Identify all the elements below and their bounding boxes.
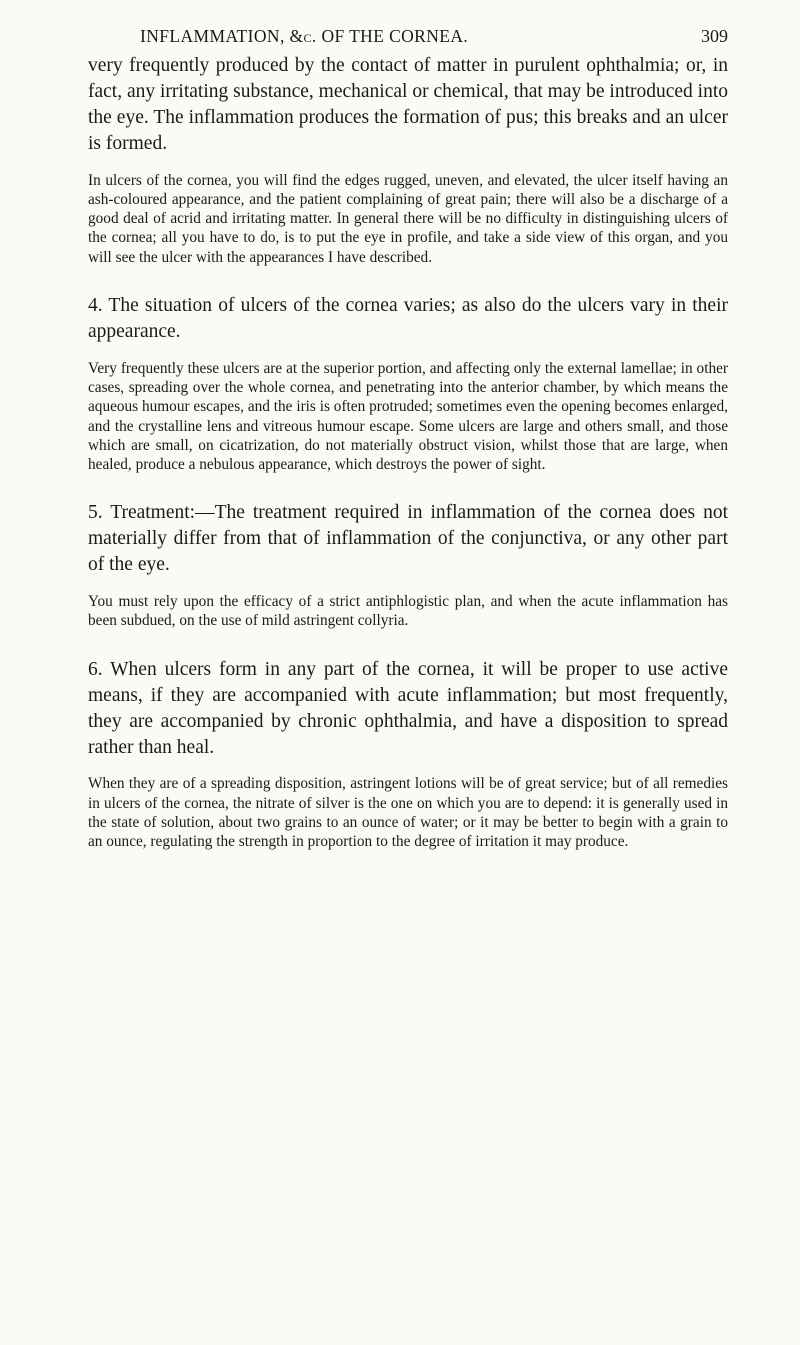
- paragraph-ulcer-situation: Very frequently these ulcers are at the superior portion, and affecting only the external lamellae; in other cases, spreading over the whole cornea, and penetrating into the anterior chamber, by which means the aqueous humour escapes, and the iris is often protruded; sometimes even the opening becomes enlarged, and the crystalline lens and vitreous humour escape. Some ulcers are large and others small, and those which are small, on cicatrization, do not materially obstruct vision, whilst those that are large, when healed, produce a nebulous appearance, which destroys the power of sight.: [88, 359, 728, 474]
- paragraph-antiphlogistic: You must rely upon the efficacy of a strict antiphlogistic plan, and when the acute inflammation has been subdued, on the use of mild astringent collyria.: [88, 593, 728, 630]
- paragraph-ulcer-description: In ulcers of the cornea, you will find the edges rugged, uneven, and elevated, the ulcer itself having an ash-coloured appearance, and the patient complaining of great pain; there will also be a discharge of a good deal of acrid and irritating matter. In general there will be no difficulty in distinguishing ulcers of the cornea; all you have to do, is to put the eye in profile, and take a side view of this organ, and you will see the ulcer with the appearances I have described.: [88, 171, 728, 266]
- page-header: [88, 26, 728, 47]
- paragraph-item-5-treatment: 5. Treatment:—The treatment required in inflammation of the cornea does not materially differ from that of inflammation of the conjunctiva, or any other part of the eye.: [88, 502, 728, 576]
- page-content: [88, 26, 728, 878]
- paragraph-item-6: 6. When ulcers form in any part of the cornea, it will be proper to use active means, if they are accompanied with acute inflammation; but most frequently, they are accompanied by chronic ophthalmia, and have a disposition to spread rather than heal.: [88, 658, 728, 758]
- paragraph-item-4: 4. The situation of ulcers of the cornea varies; as also do the ulcers vary in their appearance.: [88, 295, 728, 342]
- page-number: 309: [701, 26, 728, 46]
- paragraph-nitrate-of-silver: When they are of a spreading disposition, astringent lotions will be of great service; but of all remedies in ulcers of the cornea, the nitrate of silver is the one on which you are to depend: it is generally used in the state of solution, about two grains to an ounce of water; or it may be better to begin with a grain to an ounce, regulating the strength in proportion to the degree of irritation it may produce.: [88, 775, 728, 851]
- paragraph-intro: very frequently produced by the contact of matter in purulent ophthalmia; or, in fact, any irritating substance, mechanical or chemical, that may be introduced into the eye. The inflammation produces the formation of pus; this breaks and an ulcer is formed.: [88, 55, 729, 154]
- running-title: INFLAMMATION, &c. OF THE CORNEA.: [140, 26, 469, 46]
